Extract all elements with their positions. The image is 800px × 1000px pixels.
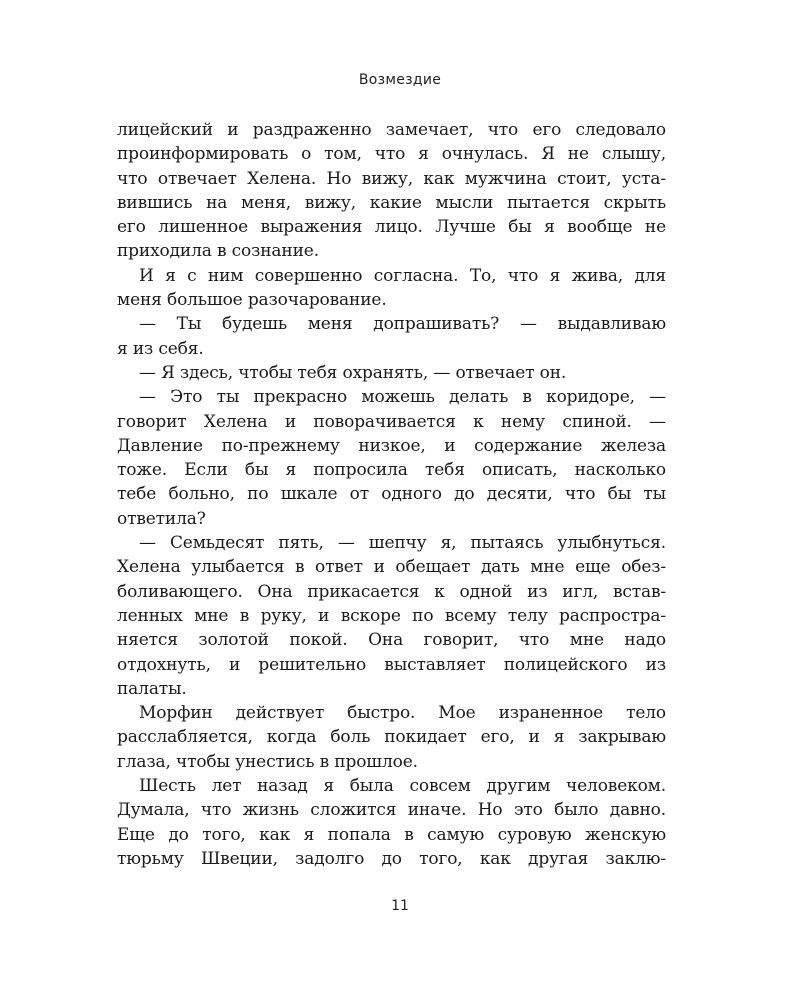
text-line: говорит Хелена и поворачивается к нему спиной. —: [117, 411, 666, 432]
text-line: — Я здесь, чтобы тебя охранять, — отвечает он.: [139, 362, 567, 383]
text-line: отдохнуть, и решительно выставляет полицейского из: [117, 654, 666, 675]
running-header-title: Возмездие: [358, 72, 442, 88]
text-line: Еще до того, как я попала в самую суровую женскую: [117, 824, 666, 845]
text-line: глаза, чтобы унестись в прошлое.: [117, 751, 418, 772]
text-line: Хелена улыбается в ответ и обещает дать мне еще обез-: [117, 557, 666, 578]
text-line: Думала, что жизнь сложится иначе. Но это было давно.: [117, 800, 666, 821]
text-line: И я с ним совершенно согласна. То, что я жива, для: [139, 265, 666, 286]
text-line: — Ты будешь меня допрашивать? — выдавливаю: [139, 314, 666, 335]
text-line: проинформировать о том, что я очнулась. Я не слышу,: [117, 144, 666, 165]
text-line: — Семьдесят пять, — шепчу я, пытаясь улыбнуться.: [139, 533, 666, 554]
text-line: ответила?: [117, 508, 206, 529]
text-line: няется золотой покой. Она говорит, что мне надо: [117, 630, 666, 651]
page-number: 11: [391, 898, 409, 914]
text-line: расслабляется, когда боль покидает его, и я закрываю: [117, 727, 666, 748]
text-line: ленных мне в руку, и вскоре по всему телу распростра-: [117, 605, 666, 626]
text-line: Давление по-прежнему низкое, и содержание железа: [117, 435, 666, 456]
text-line: его лишенное выражения лицо. Лучше бы я вообще не: [117, 217, 666, 238]
text-line: лицейский и раздраженно замечает, что его следовало: [117, 120, 666, 140]
text-line: тюрьму Швеции, задолго до того, как другая заклю-: [117, 848, 666, 869]
text-line: тебе больно, по шкале от одного до десяти, что бы ты: [117, 484, 666, 505]
text-line: я из себя.: [117, 338, 204, 359]
text-line: приходила в сознание.: [117, 241, 319, 262]
text-line: боливающего. Она прикасается к одной из игл, встав-: [117, 581, 666, 602]
text-line: тоже. Если бы я попросила тебя описать, насколько: [117, 460, 666, 481]
text-line: палаты.: [117, 678, 187, 699]
text-line: меня большое разочарование.: [117, 290, 387, 311]
text-line: — Это ты прекрасно можешь делать в коридоре, —: [139, 387, 666, 408]
text-line: вившись на меня, вижу, какие мысли пытается скрыть: [117, 192, 666, 213]
text-line: что отвечает Хелена. Но вижу, как мужчина стоит, уста-: [117, 168, 666, 189]
body-text: [117, 118, 666, 871]
text-line: Морфин действует быстро. Мое израненное тело: [139, 703, 666, 724]
text-line: Шесть лет назад я была совсем другим человеком.: [139, 776, 666, 797]
